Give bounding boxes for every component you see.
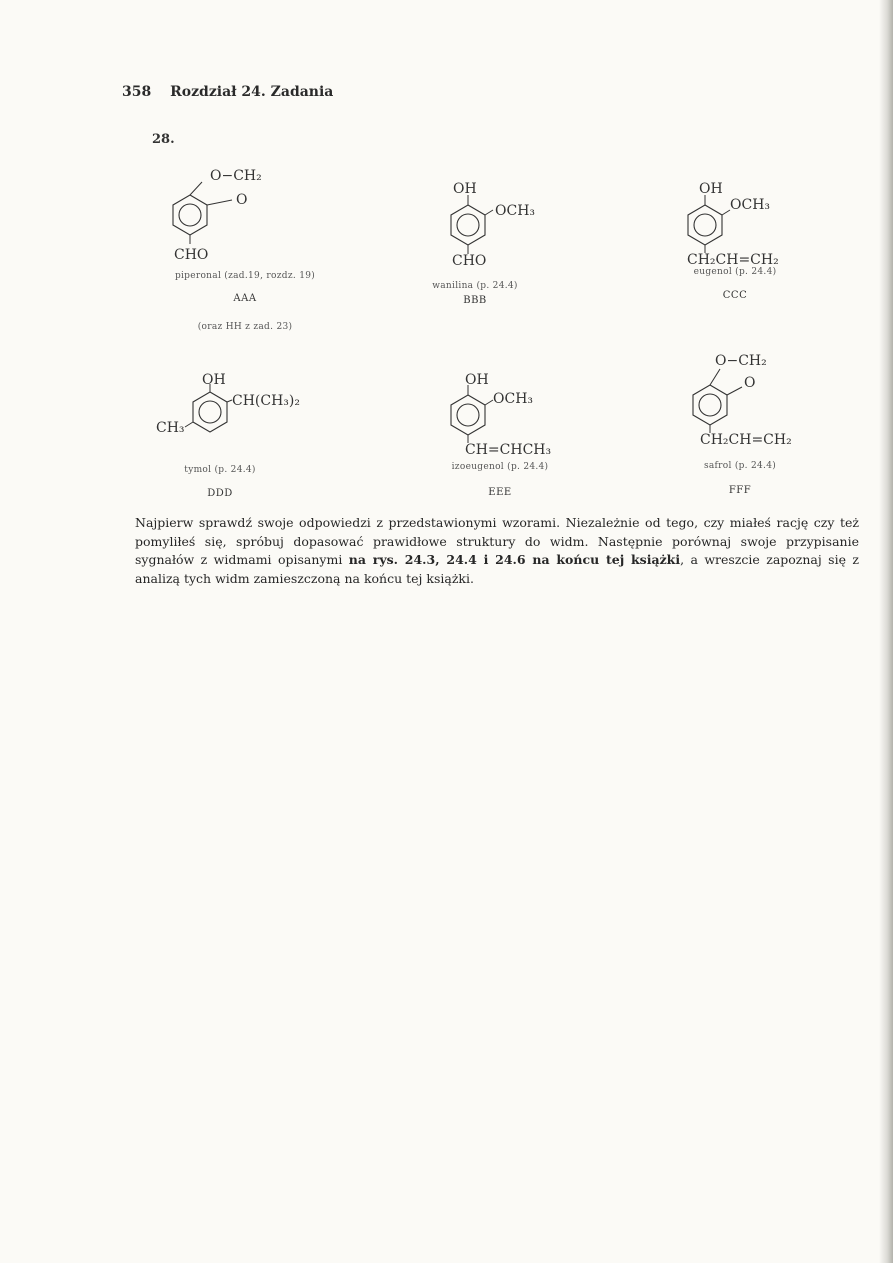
structure-izoeugenol — [435, 370, 595, 460]
paragraph-bold-reference: na rys. 24.3, 24.4 i 24.6 na końcu tej książki — [348, 552, 681, 567]
code-izoeugenol: EEE — [488, 487, 512, 498]
eugenol-sub-2: CH₂CH=CH₂ — [687, 252, 779, 268]
code-safrol: FFF — [728, 485, 752, 496]
page-edge-shadow — [879, 0, 893, 1263]
wanilina-sub-0: OH — [453, 181, 477, 197]
eugenol-sub-1: OCH₃ — [730, 197, 771, 213]
chapter-title: Rozdział 24. Zadania — [170, 84, 334, 100]
safrol-sub-0: O−CH₂ — [715, 353, 767, 369]
caption-safrol: safrol (p. 24.4) — [703, 461, 777, 471]
instructions-paragraph — [135, 514, 859, 588]
structure-eugenol — [672, 175, 832, 268]
wanilina-sub-1: OCH₃ — [495, 203, 536, 219]
code-piperonal: AAA — [233, 293, 257, 304]
tymol-sub-1: CH(CH₃)₂ — [232, 393, 300, 409]
paragraph-part-1: Najpierw sprawdź swoje odpowiedzi z przedstawionymi wzorami. Niezależnie od tego, czy miałeś rację czy też pomyliłeś się, spróbuj dopasować prawidłowe struktury do widm. Następnie porównaj swoje przypisanie sygnałów z widmami opisanymi — [135, 515, 859, 567]
code-eugenol: CCC — [722, 290, 748, 301]
piperonal-formula — [160, 160, 300, 263]
note-piperonal: (oraz HH z zad. 23) — [197, 322, 293, 332]
caption-wanilina: wanilina (p. 24.4) — [432, 281, 518, 291]
caption-tymol: tymol (p. 24.4) — [184, 465, 256, 475]
piperonal-sub-1: O — [236, 192, 248, 208]
eugenol-sub-0: OH — [699, 181, 723, 197]
exercise-number: 28. — [152, 132, 175, 147]
structure-piperonal — [160, 160, 300, 263]
wanilina-formula — [435, 175, 575, 269]
eugenol-formula — [672, 175, 832, 268]
piperonal-sub-0: O−CH₂ — [210, 168, 262, 184]
caption-piperonal: piperonal (zad.19, rozdz. 19) — [174, 271, 316, 281]
izoeugenol-sub-2: CH=CHCH₃ — [465, 442, 552, 458]
page-number: 358 — [122, 84, 152, 100]
caption-eugenol: eugenol (p. 24.4) — [693, 267, 777, 277]
tymol-sub-0: OH — [202, 372, 226, 388]
structure-tymol — [150, 370, 340, 460]
safrol-sub-2: CH₂CH=CH₂ — [700, 432, 792, 448]
structure-safrol — [680, 345, 840, 455]
caption-izoeugenol: izoeugenol (p. 24.4) — [451, 462, 549, 472]
tymol-sub-2: CH₃ — [156, 420, 185, 436]
page-header — [122, 84, 333, 100]
piperonal-sub-2: CHO — [174, 247, 209, 263]
code-tymol: DDD — [207, 488, 233, 499]
code-wanilina: BBB — [463, 295, 487, 306]
paragraph-part-2: , a wreszcie zapoznaj się z analizą tych widm zamieszczoną na końcu tej książki. — [135, 552, 860, 586]
izoeugenol-formula — [435, 370, 595, 460]
structure-wanilina — [435, 175, 575, 269]
wanilina-sub-2: CHO — [452, 253, 487, 269]
tymol-formula — [150, 370, 340, 460]
safrol-formula — [680, 345, 840, 455]
izoeugenol-sub-1: OCH₃ — [493, 391, 534, 407]
izoeugenol-sub-0: OH — [465, 372, 489, 388]
safrol-sub-1: O — [744, 375, 756, 391]
